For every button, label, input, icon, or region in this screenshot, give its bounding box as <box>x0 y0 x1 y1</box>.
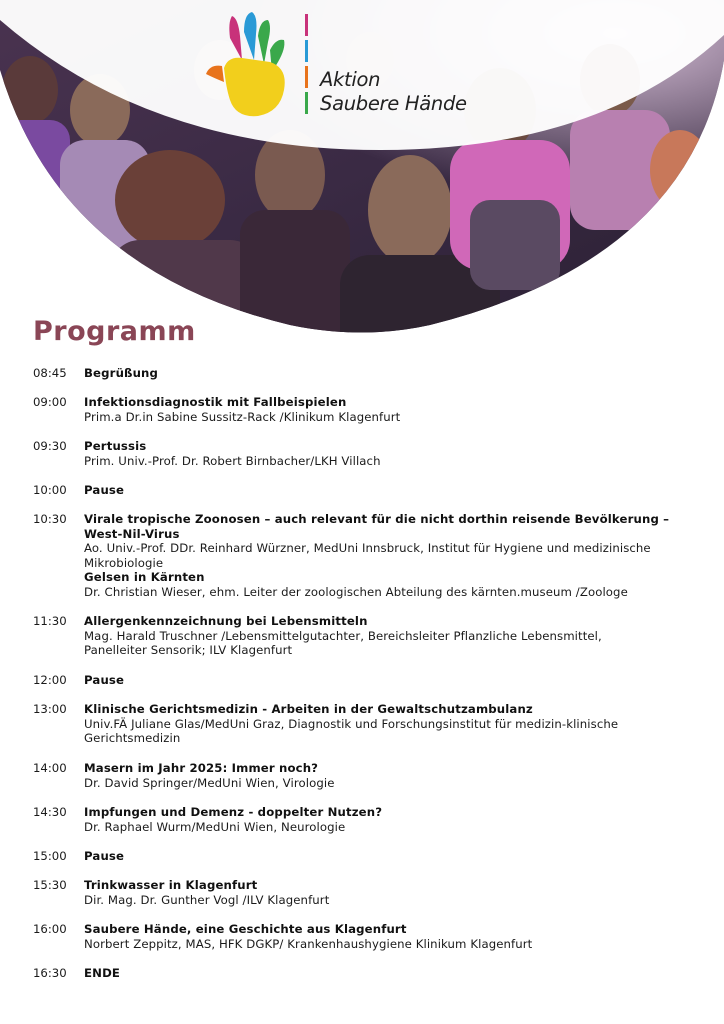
schedule-speaker: Dr. David Springer/MedUni Wien, Virologie <box>84 775 335 790</box>
schedule-time: 08:45 <box>33 366 67 380</box>
logo-bar-blue <box>305 40 308 62</box>
schedule-time: 09:30 <box>33 439 67 453</box>
schedule-subtitle: Gelsen in Kärnten <box>84 570 205 585</box>
schedule-speaker: Univ.FÄ Juliane Glas/MedUni Graz, Diagnostik und Forschungsinstitut für medizin-klinische Gerichtsmedizin <box>84 716 619 746</box>
aktion-saubere-haende-logo <box>200 8 500 120</box>
schedule-title: Infektionsdiagnostik mit Fallbeispielen <box>84 395 347 409</box>
schedule-title: Pause <box>84 849 125 863</box>
schedule-speaker: Dr. Raphael Wurm/MedUni Wien, Neurologie <box>84 819 346 834</box>
schedule-time: 11:30 <box>33 614 67 628</box>
schedule-time: 16:00 <box>33 922 67 936</box>
logo-bar-green <box>305 92 308 114</box>
logo-bar-magenta <box>305 14 308 36</box>
logo-bar-orange <box>305 66 308 88</box>
schedule-time: 15:30 <box>33 878 67 892</box>
schedule-time: 16:30 <box>33 966 67 980</box>
schedule-speaker: Dir. Mag. Dr. Gunther Vogl /ILV Klagenfurt <box>84 892 330 907</box>
schedule-title: Pause <box>84 673 125 687</box>
schedule-speaker: Prim.a Dr.in Sabine Sussitz-Rack /Klinikum Klagenfurt <box>84 409 401 424</box>
logo-wordmark <box>320 68 467 116</box>
schedule-time: 14:30 <box>33 805 67 819</box>
handprint-icon <box>200 8 296 120</box>
schedule-speaker: Prim. Univ.-Prof. Dr. Robert Birnbacher/LKH Villach <box>84 453 381 468</box>
schedule-speaker: Dr. Christian Wieser, ehm. Leiter der zoologischen Abteilung des kärnten.museum /Zoologe <box>84 584 628 599</box>
schedule-speaker: Mag. Harald Truschner /Lebensmittelgutachter, Bereichsleiter Pflanzliche Lebensmittel, Panelleiter Sensorik; ILV Klagenfurt <box>84 628 602 658</box>
schedule-speaker: Norbert Zeppitz, MAS, HFK DGKP/ Krankenhaushygiene Klinikum Klagenfurt <box>84 936 533 951</box>
logo-color-bars <box>305 14 310 116</box>
schedule-title: Trinkwasser in Klagenfurt <box>84 878 258 892</box>
schedule-time: 10:00 <box>33 483 67 497</box>
schedule-title: Begrüßung <box>84 366 159 380</box>
schedule-title: Pause <box>84 483 125 497</box>
schedule-title: Klinische Gerichtsmedizin - Arbeiten in der Gewaltschutzambulanz <box>84 702 533 716</box>
schedule-subtitle: West-Nil-Virus <box>84 526 180 541</box>
schedule-title: Pertussis <box>84 439 147 453</box>
schedule-title: Saubere Hände, eine Geschichte aus Klagenfurt <box>84 922 407 936</box>
logo-line-1: Aktion <box>320 68 381 91</box>
logo-line-2: Saubere Hände <box>320 92 467 115</box>
schedule-time: 10:30 <box>33 512 67 526</box>
schedule-time: 13:00 <box>33 702 67 716</box>
schedule-title: Allergenkennzeichnung bei Lebensmitteln <box>84 614 368 628</box>
schedule-title: Impfungen und Demenz - doppelter Nutzen? <box>84 805 383 819</box>
schedule-speaker: Ao. Univ.-Prof. DDr. Reinhard Würzner, MedUni Innsbruck, Institut für Hygiene und medizinische Mikrobiologie <box>84 541 651 570</box>
schedule-time: 09:00 <box>33 395 67 409</box>
schedule-time: 15:00 <box>33 849 67 863</box>
schedule-title: ENDE <box>84 966 121 980</box>
page-title: Programm <box>33 316 196 347</box>
schedule-time: 14:00 <box>33 761 67 775</box>
schedule-title: Virale tropische Zoonosen – auch relevant für die nicht dorthin reisende Bevölkerung – <box>84 512 670 526</box>
schedule-time: 12:00 <box>33 673 67 687</box>
schedule-title: Masern im Jahr 2025: Immer noch? <box>84 761 319 775</box>
